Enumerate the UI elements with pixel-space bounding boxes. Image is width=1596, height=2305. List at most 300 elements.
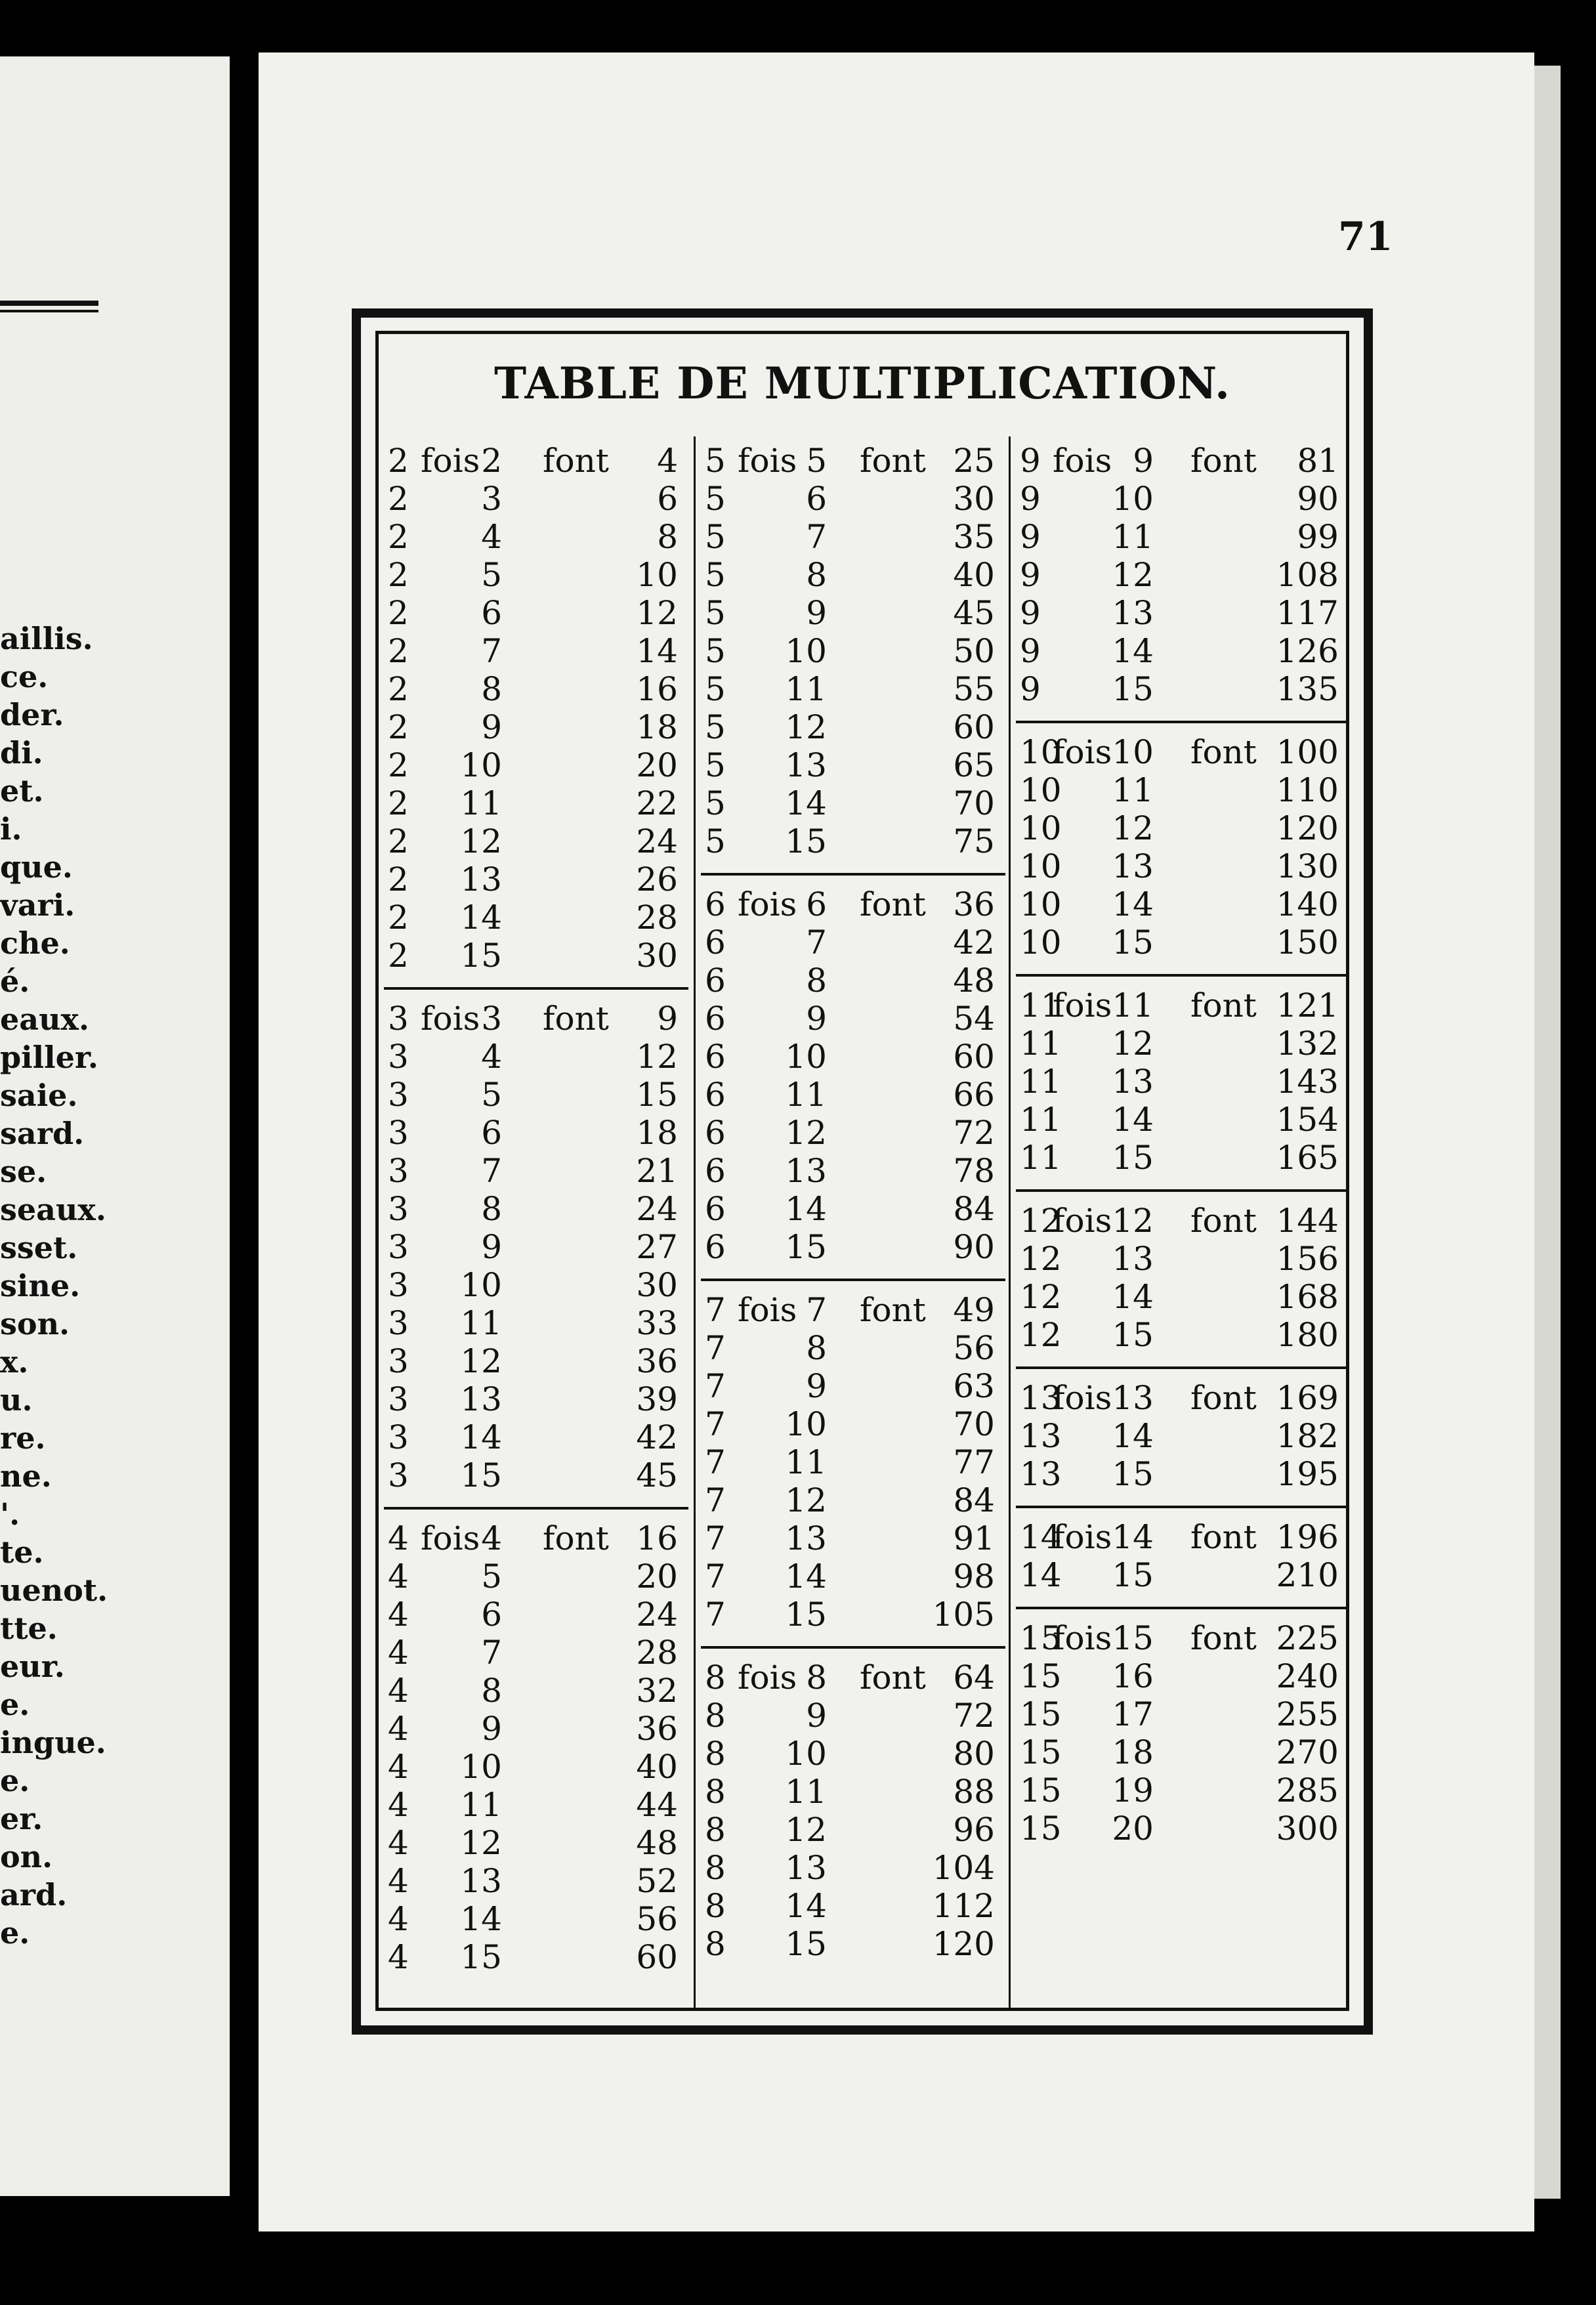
multiplicand: 7 <box>705 1596 726 1634</box>
product: 255 <box>1276 1695 1339 1733</box>
table-row <box>1020 556 1345 594</box>
table-row <box>1020 670 1345 708</box>
multiplicand: 2 <box>388 937 409 975</box>
multiplicand: 2 <box>388 442 409 480</box>
table-row <box>1020 1240 1345 1278</box>
multiplier: 7 <box>481 632 502 670</box>
makes-word: font <box>1190 733 1257 771</box>
product: 72 <box>953 1114 995 1152</box>
multiplier: 4 <box>481 1519 502 1557</box>
table-row <box>388 1152 684 1190</box>
times-word: fois <box>1053 442 1112 480</box>
makes-word: font <box>543 1519 609 1557</box>
facing-page-fragment: x. <box>0 1344 29 1380</box>
multiplier: 5 <box>481 1557 502 1596</box>
table-row <box>388 1380 684 1418</box>
multiplicand: 5 <box>705 708 726 746</box>
table-row <box>1020 809 1345 847</box>
multiplier: 13 <box>1112 1240 1154 1278</box>
multiplicand: 15 <box>1020 1657 1062 1695</box>
multiplicand: 15 <box>1020 1733 1062 1771</box>
table-row <box>388 899 684 937</box>
multiplier: 13 <box>785 1519 827 1557</box>
makes-word: font <box>543 442 609 480</box>
page-number: 71 <box>1338 214 1393 260</box>
product: 36 <box>636 1342 678 1380</box>
multiplicand: 2 <box>388 822 409 860</box>
block-separator <box>1016 1366 1349 1369</box>
table-row <box>1020 885 1345 923</box>
multiplicand: 12 <box>1020 1202 1062 1240</box>
multiplier: 6 <box>806 885 827 923</box>
product: 18 <box>636 1114 678 1152</box>
multiplier: 9 <box>481 1228 502 1266</box>
makes-word: font <box>860 1291 926 1329</box>
multiplier: 10 <box>785 1735 827 1773</box>
multiplier: 8 <box>481 1672 502 1710</box>
table-row <box>1020 1695 1345 1733</box>
product: 42 <box>953 923 995 962</box>
multiplier: 10 <box>1112 733 1154 771</box>
table-row <box>388 594 684 632</box>
multiplicand: 2 <box>388 594 409 632</box>
product: 195 <box>1276 1455 1339 1493</box>
table-row <box>705 962 1001 1000</box>
multiplier: 14 <box>1112 1278 1154 1316</box>
multiplicand: 6 <box>705 923 726 962</box>
multiplier: 6 <box>481 1114 502 1152</box>
multiplier: 13 <box>1112 847 1154 885</box>
multiplicand: 5 <box>705 518 726 556</box>
table-row <box>705 708 1001 746</box>
product: 15 <box>636 1076 678 1114</box>
multiplicand: 10 <box>1020 771 1062 809</box>
table-row <box>705 784 1001 822</box>
product: 154 <box>1276 1101 1339 1139</box>
multiplicand: 3 <box>388 1152 409 1190</box>
table-row <box>388 442 684 480</box>
makes-word: font <box>860 1659 926 1697</box>
product: 90 <box>1297 480 1339 518</box>
product: 180 <box>1276 1316 1339 1354</box>
facing-page-fragment: re. <box>0 1420 46 1456</box>
table-row <box>388 1596 684 1634</box>
multiplier: 10 <box>460 746 502 784</box>
multiplicand: 2 <box>388 899 409 937</box>
multiplicand: 4 <box>388 1557 409 1596</box>
multiplier: 15 <box>785 1596 827 1634</box>
times-word: fois <box>1053 733 1112 771</box>
multiplicand: 3 <box>388 1342 409 1380</box>
multiplier: 15 <box>785 1925 827 1963</box>
multiplicand: 3 <box>388 1380 409 1418</box>
multiplicand: 6 <box>705 1000 726 1038</box>
multiplier: 14 <box>1112 1518 1154 1556</box>
times-word: fois <box>1053 986 1112 1025</box>
table-row <box>705 632 1001 670</box>
multiplicand: 4 <box>388 1596 409 1634</box>
product: 28 <box>636 1634 678 1672</box>
makes-word: font <box>1190 442 1257 480</box>
multiplier: 4 <box>481 518 502 556</box>
times-word: fois <box>738 885 797 923</box>
table-row <box>1020 1518 1345 1556</box>
product: 35 <box>953 518 995 556</box>
block-separator <box>1016 974 1349 977</box>
multiplier: 12 <box>460 822 502 860</box>
product: 132 <box>1276 1025 1339 1063</box>
multiplier: 11 <box>1112 771 1154 809</box>
multiplicand: 5 <box>705 442 726 480</box>
multiplier: 11 <box>785 670 827 708</box>
facing-page-fragment: eaux. <box>0 1002 89 1037</box>
table-row <box>1020 1101 1345 1139</box>
product: 36 <box>953 885 995 923</box>
product: 77 <box>953 1443 995 1481</box>
multiplicand: 11 <box>1020 1139 1062 1177</box>
multiplier: 9 <box>1133 442 1154 480</box>
product: 42 <box>636 1418 678 1456</box>
multiplier: 13 <box>1112 1379 1154 1417</box>
table-row <box>388 708 684 746</box>
table-row <box>705 1659 1001 1697</box>
table-row <box>705 1481 1001 1519</box>
facing-page-fragment: sard. <box>0 1116 85 1151</box>
multiplier: 14 <box>785 784 827 822</box>
table-row <box>1020 632 1345 670</box>
facing-page-fragment: vari. <box>0 887 75 923</box>
table-block-10 <box>1020 733 1345 962</box>
product: 120 <box>1276 809 1339 847</box>
table-row <box>705 1190 1001 1228</box>
product: 16 <box>636 1519 678 1557</box>
table-row <box>388 1786 684 1824</box>
product: 33 <box>636 1304 678 1342</box>
multiplier: 12 <box>785 1114 827 1152</box>
column-1 <box>379 436 694 2008</box>
multiplier: 9 <box>806 1000 827 1038</box>
multiplier: 11 <box>785 1076 827 1114</box>
multiplier: 13 <box>785 1849 827 1887</box>
multiplicand: 2 <box>388 670 409 708</box>
multiplicand: 9 <box>1020 632 1041 670</box>
table-block-8 <box>705 1659 1001 1963</box>
multiplier: 10 <box>460 1748 502 1786</box>
table-block-14 <box>1020 1518 1345 1594</box>
multiplier: 8 <box>806 962 827 1000</box>
multiplicand: 14 <box>1020 1556 1062 1594</box>
table-row <box>388 1000 684 1038</box>
multiplicand: 8 <box>705 1697 726 1735</box>
multiplicand: 8 <box>705 1925 726 1963</box>
product: 48 <box>636 1824 678 1862</box>
table-row <box>705 670 1001 708</box>
multiplier: 6 <box>481 1596 502 1634</box>
product: 20 <box>636 746 678 784</box>
product: 144 <box>1276 1202 1339 1240</box>
product: 99 <box>1297 518 1339 556</box>
product: 121 <box>1276 986 1339 1025</box>
multiplier: 12 <box>1112 809 1154 847</box>
table-row <box>388 1342 684 1380</box>
multiplier: 7 <box>806 1291 827 1329</box>
multiplier: 10 <box>460 1266 502 1304</box>
table-row <box>1020 442 1345 480</box>
multiplier: 8 <box>806 1659 827 1697</box>
multiplier: 19 <box>1112 1771 1154 1809</box>
table-row <box>705 1367 1001 1405</box>
product: 156 <box>1276 1240 1339 1278</box>
multiplier: 13 <box>1112 1063 1154 1101</box>
multiplicand: 2 <box>388 632 409 670</box>
table-row <box>388 1076 684 1114</box>
table-row <box>705 923 1001 962</box>
facing-page-fragment: ne. <box>0 1458 52 1494</box>
multiplicand: 4 <box>388 1786 409 1824</box>
product: 182 <box>1276 1417 1339 1455</box>
product: 30 <box>636 1266 678 1304</box>
table-row <box>705 1773 1001 1811</box>
product: 28 <box>636 899 678 937</box>
multiplier: 7 <box>806 923 827 962</box>
facing-page-fragment: e. <box>0 1687 30 1722</box>
table-row <box>388 1557 684 1596</box>
product: 52 <box>636 1862 678 1900</box>
multiplicand: 9 <box>1020 670 1041 708</box>
table-row <box>388 860 684 899</box>
facing-page-fragment: te. <box>0 1534 44 1570</box>
facing-page-fragment: ard. <box>0 1877 68 1913</box>
multiplier: 3 <box>481 1000 502 1038</box>
product: 56 <box>636 1900 678 1938</box>
table-row <box>388 1304 684 1342</box>
multiplicand: 5 <box>705 822 726 860</box>
product: 49 <box>953 1291 995 1329</box>
table-row <box>388 556 684 594</box>
table-row <box>1020 1139 1345 1177</box>
table-row <box>705 594 1001 632</box>
makes-word: font <box>1190 1202 1257 1240</box>
table-row <box>1020 1278 1345 1316</box>
multiplicand: 10 <box>1020 923 1062 962</box>
makes-word: font <box>1190 1518 1257 1556</box>
multiplier: 14 <box>1112 1101 1154 1139</box>
facing-page-fragment: seaux. <box>0 1192 106 1227</box>
multiplicand: 10 <box>1020 809 1062 847</box>
multiplicand: 7 <box>705 1291 726 1329</box>
makes-word: font <box>1190 1379 1257 1417</box>
product: 44 <box>636 1786 678 1824</box>
makes-word: font <box>860 442 926 480</box>
table-row <box>388 1266 684 1304</box>
product: 90 <box>953 1228 995 1266</box>
multiplicand: 7 <box>705 1405 726 1443</box>
product: 108 <box>1276 556 1339 594</box>
multiplicand: 7 <box>705 1519 726 1557</box>
multiplicand: 10 <box>1020 885 1062 923</box>
facing-page-fragment: e. <box>0 1915 30 1951</box>
product: 21 <box>636 1152 678 1190</box>
multiplicand: 5 <box>705 746 726 784</box>
product: 48 <box>953 962 995 1000</box>
times-word: fois <box>738 1659 797 1697</box>
multiplier: 18 <box>1112 1733 1154 1771</box>
table-row <box>1020 986 1345 1025</box>
multiplicand: 3 <box>388 1190 409 1228</box>
product: 30 <box>953 480 995 518</box>
multiplicand: 15 <box>1020 1809 1062 1848</box>
product: 60 <box>636 1938 678 1976</box>
table-row <box>388 1038 684 1076</box>
multiplier: 7 <box>481 1634 502 1672</box>
multiplier: 5 <box>806 442 827 480</box>
table-title: TABLE DE MULTIPLICATION. <box>494 358 1230 409</box>
multiplier: 14 <box>460 899 502 937</box>
facing-page-fragment: e. <box>0 1763 30 1798</box>
facing-page-fragment: é. <box>0 963 30 999</box>
table-row <box>388 1938 684 1976</box>
product: 143 <box>1276 1063 1339 1101</box>
multiplicand: 15 <box>1020 1619 1062 1657</box>
product: 300 <box>1276 1809 1339 1848</box>
multiplicand: 2 <box>388 480 409 518</box>
multiplicand: 3 <box>388 1114 409 1152</box>
product: 100 <box>1276 733 1339 771</box>
times-word: fois <box>1053 1202 1112 1240</box>
facing-page-fragment: eur. <box>0 1649 65 1684</box>
product: 168 <box>1276 1278 1339 1316</box>
multiplier: 3 <box>481 480 502 518</box>
product: 39 <box>636 1380 678 1418</box>
multiplicand: 9 <box>1020 556 1041 594</box>
times-word: fois <box>1053 1518 1112 1556</box>
multiplicand: 7 <box>705 1557 726 1596</box>
multiplicand: 6 <box>705 1114 726 1152</box>
multiplicand: 9 <box>1020 480 1041 518</box>
multiplier: 5 <box>481 1076 502 1114</box>
multiplicand: 6 <box>705 885 726 923</box>
multiplier: 15 <box>1112 923 1154 962</box>
product: 12 <box>636 594 678 632</box>
multiplier: 15 <box>1112 670 1154 708</box>
multiplier: 8 <box>481 1190 502 1228</box>
table-row <box>1020 1619 1345 1657</box>
product: 98 <box>953 1557 995 1596</box>
block-separator <box>701 1646 1005 1649</box>
table-block-4 <box>388 1519 684 1976</box>
multiplicand: 4 <box>388 1748 409 1786</box>
multiplicand: 11 <box>1020 1101 1062 1139</box>
multiplier: 12 <box>785 1481 827 1519</box>
multiplicand: 15 <box>1020 1771 1062 1809</box>
facing-page-fragment: '. <box>0 1496 20 1532</box>
times-word: fois <box>1053 1379 1112 1417</box>
multiplicand: 12 <box>1020 1278 1062 1316</box>
multiplicand: 12 <box>1020 1316 1062 1354</box>
table-row <box>388 746 684 784</box>
multiplicand: 14 <box>1020 1518 1062 1556</box>
product: 6 <box>657 480 678 518</box>
table-row <box>388 480 684 518</box>
facing-page-fragment: uenot. <box>0 1573 108 1608</box>
multiplicand: 4 <box>388 1634 409 1672</box>
facing-page-fragment: che. <box>0 925 70 961</box>
multiplier: 11 <box>1112 518 1154 556</box>
table-row <box>705 1329 1001 1367</box>
multiplier: 14 <box>1112 885 1154 923</box>
times-word: fois <box>421 1519 480 1557</box>
multiplicand: 4 <box>388 1519 409 1557</box>
product: 9 <box>657 1000 678 1038</box>
multiplier: 15 <box>460 937 502 975</box>
table-row <box>1020 1379 1345 1417</box>
multiplicand: 6 <box>705 1038 726 1076</box>
table-frame <box>352 308 1373 2035</box>
product: 225 <box>1276 1619 1339 1657</box>
multiplier: 16 <box>1112 1657 1154 1695</box>
table-row <box>705 746 1001 784</box>
multiplicand: 5 <box>705 594 726 632</box>
table-row <box>1020 1063 1345 1101</box>
table-row <box>705 556 1001 594</box>
table-row <box>705 1291 1001 1329</box>
multiplier: 11 <box>460 1304 502 1342</box>
product: 96 <box>953 1811 995 1849</box>
facing-page-fragment: er. <box>0 1801 43 1836</box>
multiplicand: 5 <box>705 632 726 670</box>
multiplicand: 3 <box>388 1266 409 1304</box>
multiplier: 8 <box>806 556 827 594</box>
table-row <box>705 1887 1001 1925</box>
product: 60 <box>953 1038 995 1076</box>
table-block-3 <box>388 1000 684 1494</box>
table-block-11 <box>1020 986 1345 1177</box>
product: 105 <box>932 1596 995 1634</box>
product: 26 <box>636 860 678 899</box>
multiplicand: 13 <box>1020 1455 1062 1493</box>
makes-word: font <box>860 885 926 923</box>
multiplicand: 10 <box>1020 847 1062 885</box>
multiplier: 14 <box>785 1557 827 1596</box>
facing-page-fragment: on. <box>0 1839 53 1874</box>
facing-page-fragment: di. <box>0 735 43 771</box>
table-row <box>1020 771 1345 809</box>
facing-page-fragment: piller. <box>0 1040 98 1075</box>
multiplicand: 3 <box>388 1418 409 1456</box>
table-row <box>388 1900 684 1938</box>
multiplier: 10 <box>785 1038 827 1076</box>
table-row <box>388 1672 684 1710</box>
multiplier: 12 <box>1112 1025 1154 1063</box>
facing-page-fragment: et. <box>0 773 44 809</box>
table-row <box>388 1519 684 1557</box>
product: 25 <box>953 442 995 480</box>
product: 36 <box>636 1710 678 1748</box>
table-block-2 <box>388 442 684 975</box>
multiplier: 9 <box>481 1710 502 1748</box>
facing-page-fragment: sine. <box>0 1268 81 1303</box>
facing-page-rule <box>0 310 98 312</box>
multiplicand: 8 <box>705 1735 726 1773</box>
table-row <box>388 1190 684 1228</box>
product: 40 <box>636 1748 678 1786</box>
multiplier: 13 <box>1112 594 1154 632</box>
table-row <box>705 1228 1001 1266</box>
multiplier: 13 <box>460 860 502 899</box>
facing-page-rule <box>0 301 98 306</box>
multiplicand: 3 <box>388 1456 409 1494</box>
table-block-5 <box>705 442 1001 860</box>
